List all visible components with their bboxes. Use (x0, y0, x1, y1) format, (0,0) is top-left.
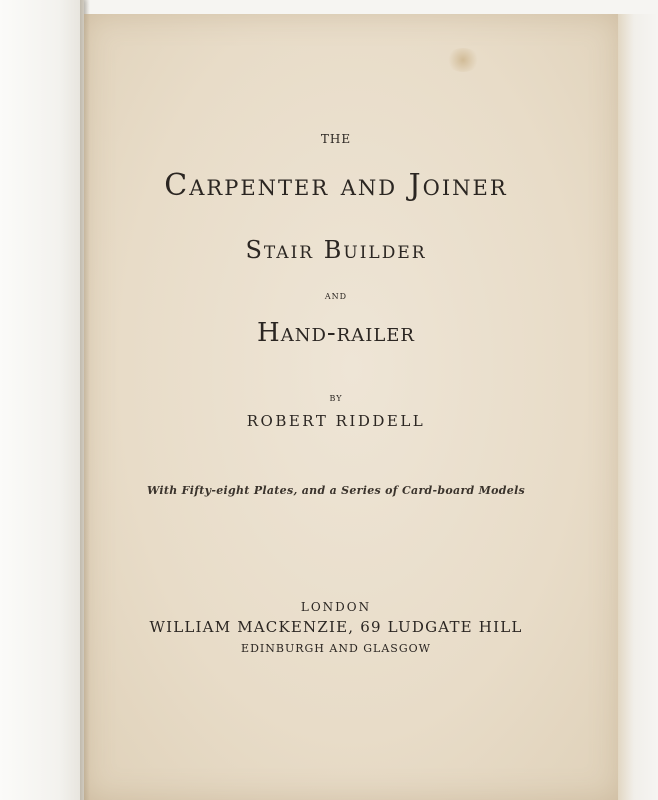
title-article: THE (320, 132, 352, 146)
page-edge (618, 14, 658, 800)
facing-blank-page (0, 0, 84, 800)
publisher: WILLIAM MACKENZIE, 69 LUDGATE HILL (149, 618, 523, 636)
plates-note: With Fifty-eight Plates, and a Series of Card-board Models (146, 484, 526, 497)
title-conjunction: AND (324, 292, 348, 301)
main-title: Carpenter and Joiner (164, 168, 508, 203)
second-title: Hand-railer (257, 318, 415, 348)
subtitle: Stair Builder (245, 236, 427, 264)
publisher-places: EDINBURGH AND GLASGOW (241, 642, 431, 655)
author-name: ROBERT RIDDELL (246, 412, 426, 430)
publication-city: LONDON (300, 600, 372, 614)
by-label: BY (329, 394, 343, 403)
foxing-stain (446, 48, 480, 72)
